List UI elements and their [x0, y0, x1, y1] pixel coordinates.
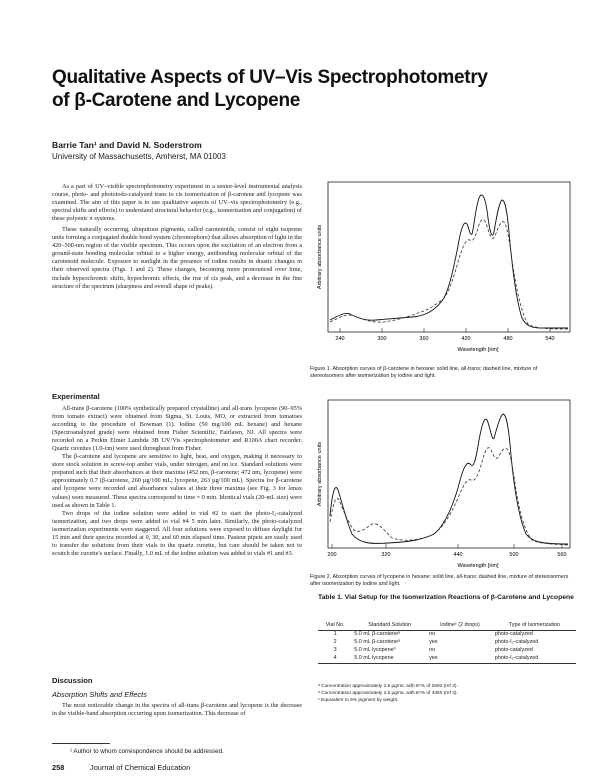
footnote: ¹ Author to whom correspondence should be addressed. — [70, 748, 224, 755]
table-cell: yes — [429, 639, 438, 646]
table-row — [318, 630, 576, 639]
experimental-paragraph-1: All-trans β-carotene (100% synthetically prepared crystalline) and all-trans lycopene (90–95% from tomato extract) were obtained from Sigma, St. Louis, MO, or extracted from tomatoes according to the procedure of Bowman (1). Iodine (50 mg/100 mL hexane) and hexane (Spectroanalyzed grade) were obtained from Fisher Scientific, Fairlawn, NJ. All spectra were recorded on a Perkin Elmer Lambda 3B UV/Vis spectrophotometer and R100A chart recorder. Quartz cuvettes (1.0-cm) were used throughout from Fisher. — [52, 405, 302, 453]
table-cell: 5.0 mL lycopene — [352, 655, 427, 664]
discussion-paragraph-1: The most noticeable change in the spectra of all-trans β-carotene and lycopene is the decrease in the visible-band absorption occurring upon isomerization. This decrease of — [52, 702, 302, 718]
figure-2-tick-200: 200 — [327, 552, 337, 558]
figure-1-tick-420: 420 — [461, 336, 471, 342]
authors: Barrie Tan¹ and David N. Soderstrom — [52, 140, 202, 150]
table-1-header-solution: Standard Solution — [352, 621, 427, 630]
figure-1-tick-540: 540 — [545, 336, 555, 342]
figure-1-frame — [328, 182, 570, 332]
table-1-header-row — [318, 621, 576, 630]
title-line-2: of β-Carotene and Lycopene — [52, 90, 301, 111]
figure-1-trans-curve — [330, 195, 568, 328]
figure-2-tick-500: 500 — [509, 552, 519, 558]
affiliation: University of Massachusetts, Amherst, MA 01003 — [52, 152, 226, 161]
experimental-heading: Experimental — [52, 392, 100, 401]
table-cell: 2 — [333, 639, 337, 646]
figure-2-xlabel: Wavelength [nm] — [457, 563, 499, 569]
figure-1-tick-480: 480 — [503, 336, 513, 342]
figure-1-tick-300: 300 — [377, 336, 387, 342]
figure-2-ticks — [327, 544, 566, 558]
table-1-note-b: ᵇ Concentration approximately 2.5 µg/mL with E¹% of 3450 (ref 3). — [318, 691, 458, 696]
figure-1-tick-360: 360 — [419, 336, 429, 342]
title-line-1: Qualitative Aspects of UV–Vis Spectrophotometry — [52, 67, 488, 88]
figure-1-caption: Figure 1. Absorption curves of β-carotene in hexane: solid line, all-trans; dashed line, mixture of stereoisomers after isomerization by iodine and light. — [310, 366, 538, 379]
table-cell: 5.0 mL β-caroteneᵃ — [354, 631, 400, 638]
intro-section — [52, 183, 302, 291]
figure-2-spectrum — [318, 398, 578, 573]
figure-1-tick-240: 240 — [335, 336, 345, 342]
intro-paragraph-2: These naturally occurring, ubiquitous pigments, called carotenoids, consist of eight isoprene units forming a conjugated double bond system (chromophore) that allows absorption of light in the 420–500-nm region of the visible spectrum. This occurs upon the excitation of an electron from a ground-state bonding molecular orbital to a higher energy, antibonding molecular orbital of the carotenoid molecule. Exposure to sunlight in the presence of iodine results in drastic changes in their observed spectra (Figs. 1 and 2). These changes, becoming more pronounced over time, include hypsochromic shifts, hypochromic effects, the rise of cis peak, and a decrease in the fine structure of the spectrum (sharpness and overall shape of peaks). — [52, 226, 302, 290]
table-1-title: Table 1. Vial Setup for the Isomerization Reactions of β-Carotene and Lycopene — [318, 594, 574, 601]
table-cell: 4 — [318, 655, 352, 664]
figure-1-spectrum — [318, 180, 578, 360]
table-1-note-a: ᵃ Concentration approximately 2.5 µg/mL with E¹% of 2592 (ref 3). — [318, 684, 458, 689]
table-cell: photo-catalyzed — [494, 631, 533, 638]
table-1-note-c: ᶜ Equivalent to 5% pigment by weight. — [318, 698, 399, 703]
experimental-paragraph-2: The β-carotene and lycopene are sensitive to light, heat, and oxygen, making it necessary to store stock solution in screw-top amber vials, under nitrogen, and on ice. Standard solutions were prepared such that their absorbances at their maxima (452 nm, β-carotene; 472 nm, lycopene) were approximately 0.7 (β-carotene, 260 µg/100 mL; lycopene, 263 µg/100 mL). Spectra for β-carotene and lycopene were recorded and absorbance values at their three maxima (see Fig. 3 for λmax values) were measured. These spectra correspond to time = 0 min. Identical vials (20-mL size) were used as shown in Table 1. — [52, 453, 302, 509]
figure-2-tick-320: 320 — [381, 552, 391, 558]
table-cell: 5.0 mL β-caroteneᵃ — [354, 639, 400, 646]
figure-1-ticks — [335, 328, 554, 342]
article-title — [52, 66, 552, 112]
table-1 — [318, 621, 576, 664]
table-cell: yes — [427, 655, 493, 664]
figure-2-frame — [328, 400, 570, 548]
table-row — [318, 655, 576, 664]
figure-2-tick-560: 560 — [557, 552, 567, 558]
table-cell: no — [429, 647, 436, 654]
figure-1-ylabel: Arbitrary absorbance units — [317, 224, 323, 290]
figure-1-isomer-curve — [330, 219, 568, 329]
table-cell: no — [429, 631, 436, 638]
table-row — [318, 647, 576, 655]
figure-2-tick-440: 440 — [453, 552, 463, 558]
discussion-section — [52, 702, 302, 718]
figure-2-trans-curve — [330, 414, 568, 544]
table-1-header-iodine: Iodineᶜ (2 drops) — [427, 621, 493, 630]
table-cell: photo-I₂-catalyzed — [493, 655, 576, 664]
experimental-paragraph-3: Two drops of the iodine solution were added to vial #2 to start the photo-I₂-catalyzed isomerization, and two drops were added to vial #4 5 min later. Similarly, the photo-catalyzed isomerization experiments were staggered. All four solutions were exposed to diffuse daylight for 15 min and their spectra recorded at 0, 30, and 60 min elapsed time. Pasteur pipets are easily used to transfer the solutions from their vials to the quartz cuvette, but care should be taken not to scratch the cuvette's surface. Finally, 1.0 mL of the iodine solution was added to vials #1 and #3. — [52, 509, 302, 557]
page-number: 258 — [52, 763, 65, 772]
discussion-subheading: Absorption Shifts and Effects — [52, 690, 147, 699]
discussion-heading: Discussion — [52, 676, 93, 685]
table-1-header-vial: Vial No. — [318, 621, 352, 630]
intro-paragraph-1: As a part of UV–visible spectrophotometry experiment in a senior-level instrumental analysis course, photo- and photoiodo-catalyzed trans to cis isomerization of β-carotene and lycopene was examined. The aim of this paper is to use qualitative aspects of UV–vis spectrophotometry (e.g., spectral shifts and effects) to understand structural behavior (e.g., isomerization and conjugation) of these polyenic π systems. — [52, 183, 302, 223]
experimental-section — [52, 405, 302, 558]
footnote-rule — [52, 743, 110, 744]
table-cell: photo-catalyzed — [494, 647, 533, 654]
table-cell: photo-I₂-catalyzed — [494, 639, 539, 646]
table-cell: 3 — [333, 647, 337, 654]
figure-2-ylabel: Arbitrary absorbance units — [317, 441, 323, 507]
table-cell: 1 — [333, 631, 337, 638]
table-1-header-type: Type of Isomerization — [493, 621, 576, 630]
table-row — [318, 639, 576, 647]
journal-name: Journal of Chemical Education — [90, 763, 191, 772]
figure-1-xlabel: Wavelength [nm] — [457, 347, 499, 353]
figure-2-isomer-curve — [330, 448, 568, 545]
table-cell: 5.0 mL lycopeneᵇ — [354, 647, 396, 654]
figure-2-caption: Figure 2. Absorption curves of lycopene in hexane: solid line, all-trans; dashed line, mixture of stereoisomers after isomerization by iodine and light. — [310, 574, 569, 587]
